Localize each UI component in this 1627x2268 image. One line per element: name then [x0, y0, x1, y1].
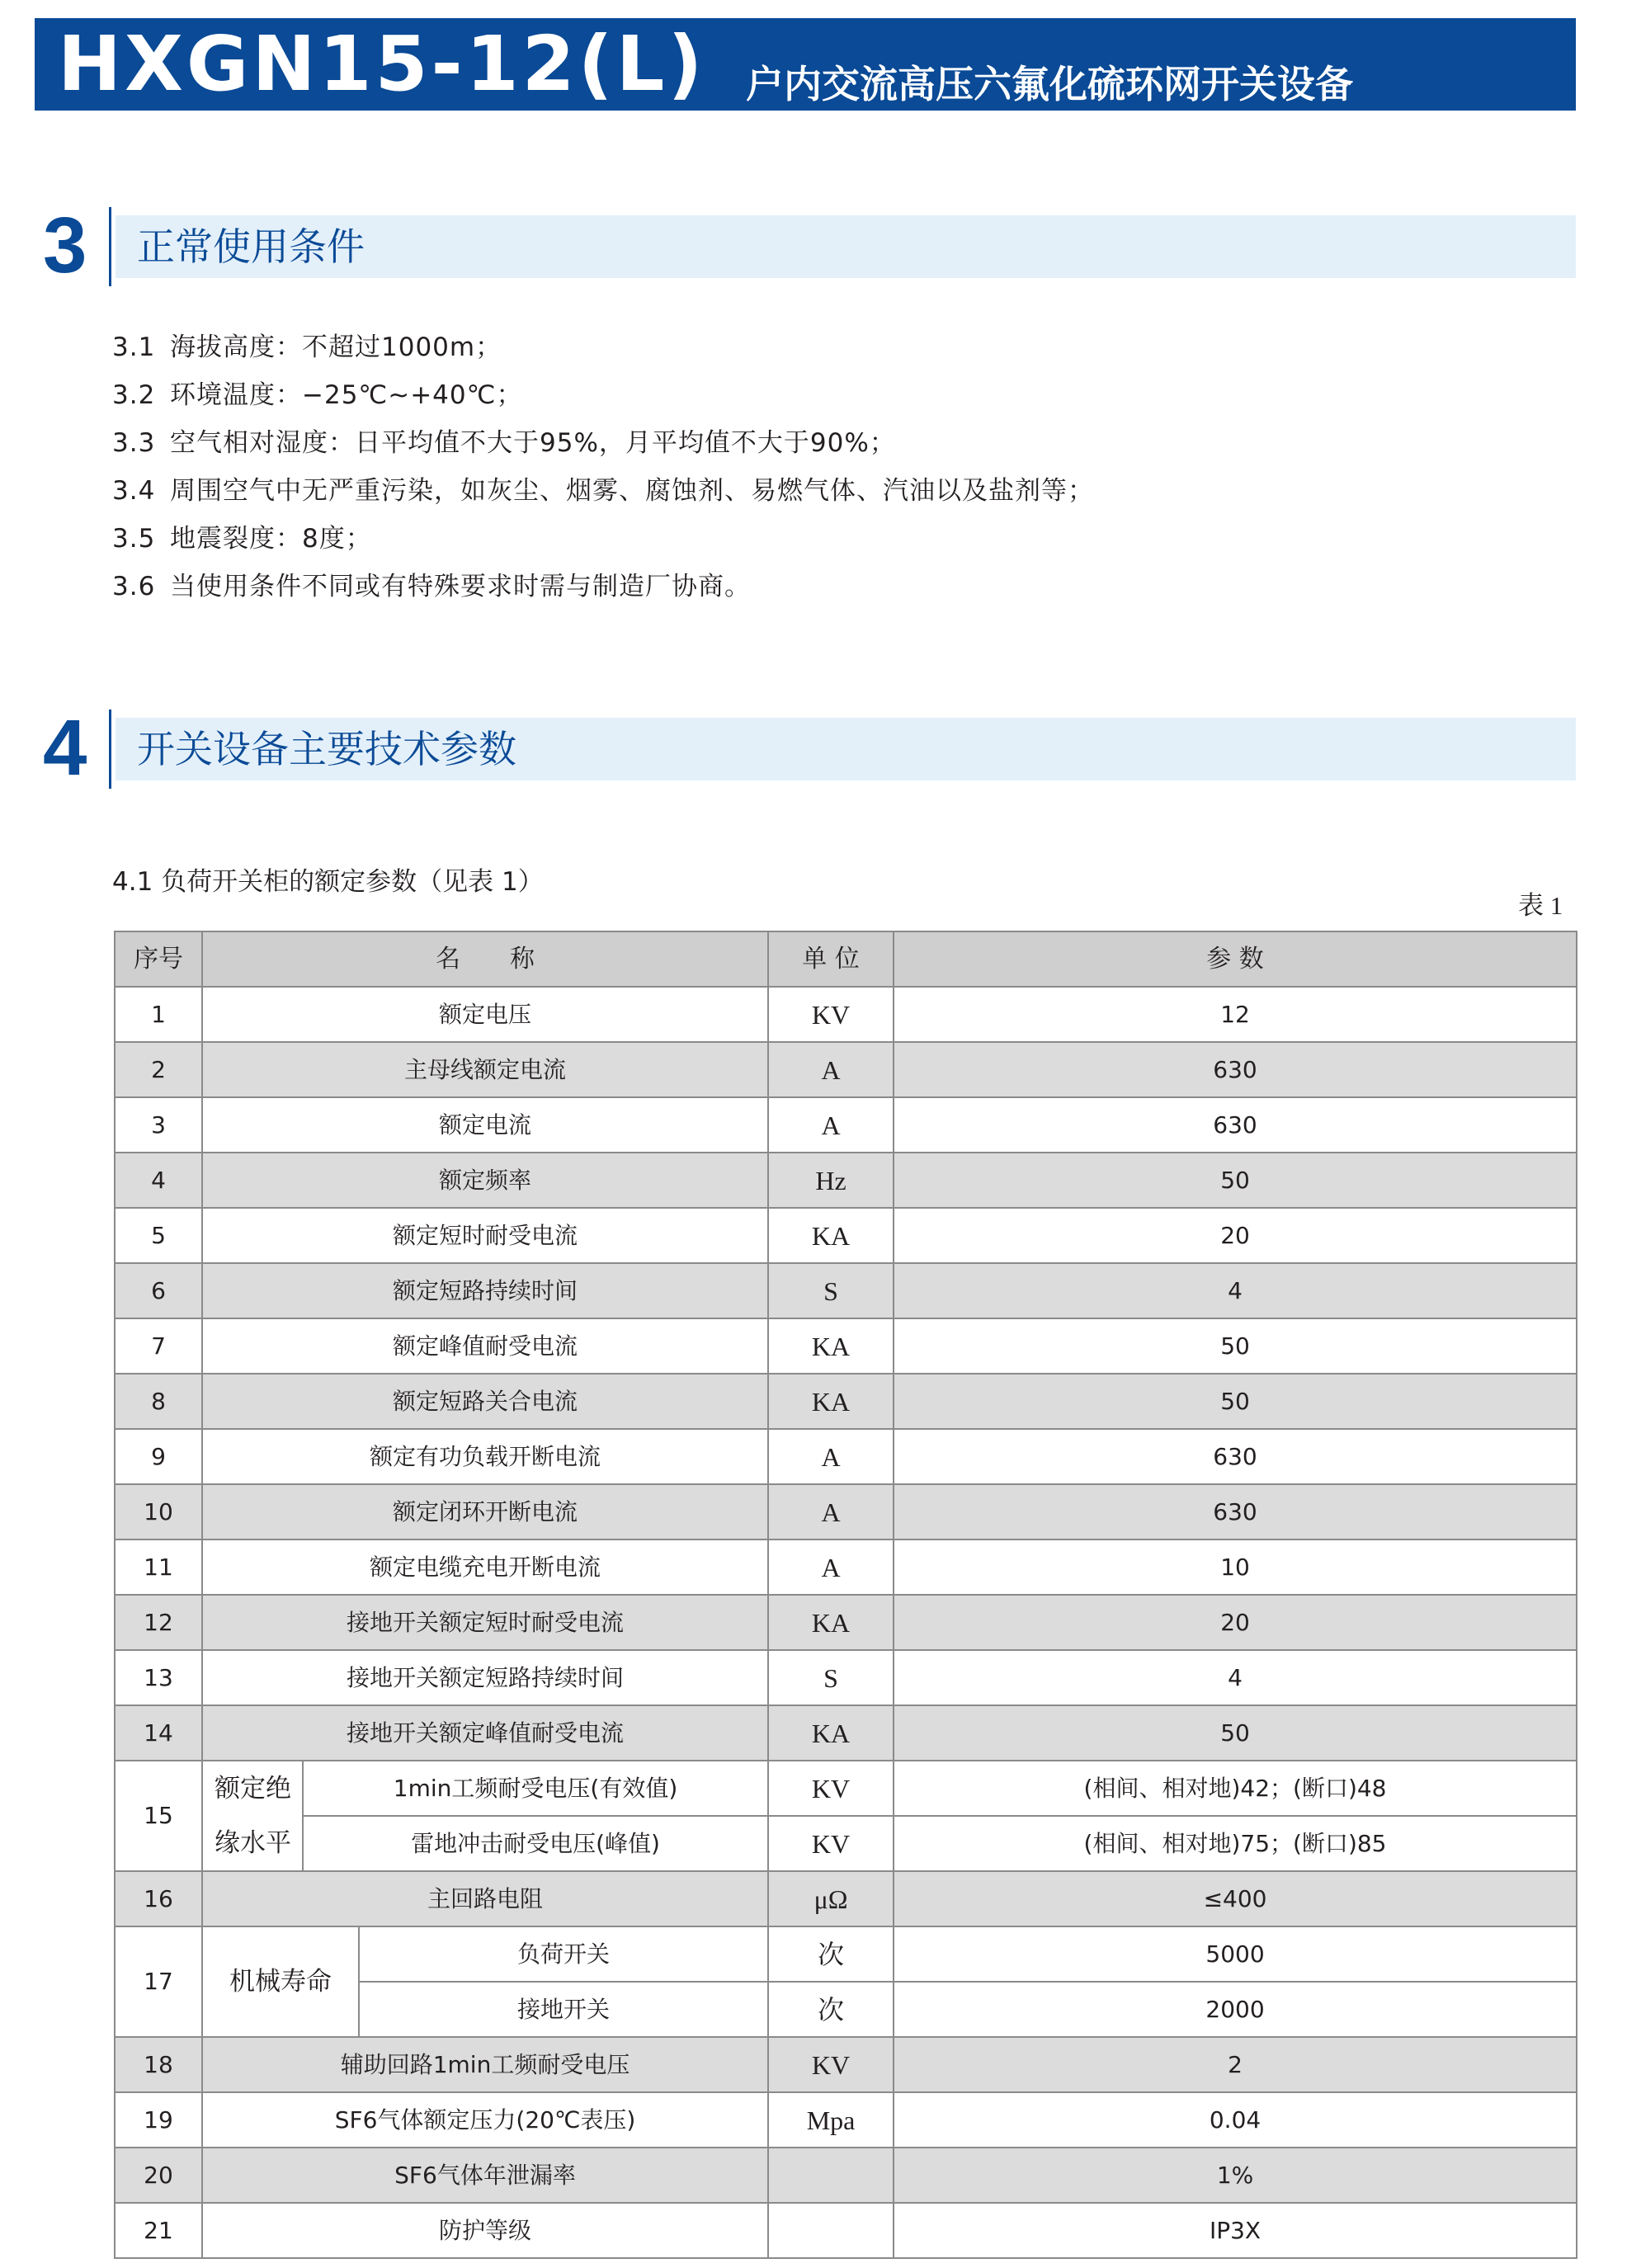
row-seq: 14: [115, 1705, 202, 1761]
item-text: 环境温度：−25℃~+40℃；: [170, 380, 523, 410]
item-number: 3.5: [112, 524, 156, 554]
product-description: 户内交流高压六氟化硫环网开关设备: [746, 62, 1353, 106]
row-seq: 19: [115, 2092, 202, 2148]
row-value: 4: [894, 1650, 1577, 1705]
list-item: [112, 472, 1094, 520]
table-row: [115, 1429, 1577, 1484]
section-number: 3: [43, 201, 87, 290]
row-name: 额定闭环开断电流: [202, 1484, 768, 1540]
row-seq: 4: [115, 1153, 202, 1208]
row-value: 630: [894, 1484, 1577, 1540]
row-name: 额定峰值耐受电流: [202, 1318, 768, 1374]
row-unit: A: [768, 1429, 894, 1484]
section-title: 开关设备主要技术参数: [137, 727, 516, 771]
row-seq: 6: [115, 1263, 202, 1318]
conditions-list: [112, 328, 1094, 615]
table-header-row: [115, 931, 1577, 987]
item-number: 3.6: [112, 572, 156, 601]
table-body-tail: [115, 2037, 1577, 2258]
row-value: 20: [894, 1595, 1577, 1650]
header-bar: [35, 18, 1576, 111]
row-name: 额定电压: [202, 987, 768, 1042]
row-unit: KV: [768, 1816, 894, 1871]
row-seq: 3: [115, 1097, 202, 1153]
row-unit: KA: [768, 1318, 894, 1374]
table-row: [115, 1871, 1577, 1926]
row-name: SF6气体额定压力(20℃表压): [202, 2092, 768, 2148]
item-number: 3.3: [112, 428, 156, 458]
row-name: 雷地冲击耐受电压(峰值): [303, 1816, 768, 1871]
table-body: [115, 987, 1577, 1761]
table-row: [115, 2092, 1577, 2148]
row-seq: 10: [115, 1484, 202, 1540]
row-value: IP3X: [894, 2203, 1577, 2258]
row-name: 额定短时耐受电流: [202, 1208, 768, 1263]
row-name: 负荷开关: [359, 1926, 768, 1982]
row-unit: Mpa: [768, 2092, 894, 2148]
row-unit: A: [768, 1097, 894, 1153]
row-unit: S: [768, 1263, 894, 1318]
item-text: 地震裂度：8度；: [170, 524, 372, 554]
item-number: 3.4: [112, 476, 156, 506]
row-value: 20: [894, 1208, 1577, 1263]
row-unit: KV: [768, 1761, 894, 1816]
row-unit: [768, 2203, 894, 2258]
row-name: 接地开关额定峰值耐受电流: [202, 1705, 768, 1761]
row-seq: 12: [115, 1595, 202, 1650]
header-value: 参 数: [894, 931, 1577, 987]
row-seq: 13: [115, 1650, 202, 1705]
row-unit: μΩ: [768, 1871, 894, 1926]
list-item: [112, 376, 1094, 424]
row-value: 50: [894, 1374, 1577, 1429]
row-seq: 2: [115, 1042, 202, 1097]
row-value: 50: [894, 1153, 1577, 1208]
section-number: 4: [43, 704, 87, 792]
row-seq: 5: [115, 1208, 202, 1263]
row-seq: 11: [115, 1540, 202, 1595]
item-text: 当使用条件不同或有特殊要求时需与制造厂协商。: [170, 572, 751, 601]
row-value: 2000: [894, 1982, 1577, 2037]
row-name: 额定电流: [202, 1097, 768, 1153]
row-unit: 次: [768, 1926, 894, 1982]
row-unit: A: [768, 1484, 894, 1540]
row-unit: KA: [768, 1208, 894, 1263]
row-unit: 次: [768, 1982, 894, 2037]
table-row: [115, 1926, 1577, 1982]
row-name: 辅助回路1min工频耐受电压: [202, 2037, 768, 2092]
list-item: [112, 328, 1094, 376]
row-value: 50: [894, 1318, 1577, 1374]
row-unit: KA: [768, 1705, 894, 1761]
row-name: 1min工频耐受电压(有效值): [303, 1761, 768, 1816]
table-row: [115, 1263, 1577, 1318]
item-text: 周围空气中无严重污染，如灰尘、烟雾、腐蚀剂、易燃气体、汽油以及盐剂等；: [170, 476, 1094, 506]
table-row: [115, 1650, 1577, 1705]
parameters-table: [114, 931, 1577, 2259]
row-name: 接地开关: [359, 1982, 768, 2037]
table-row: [115, 2203, 1577, 2258]
table-row: [115, 987, 1577, 1042]
table-row: [115, 1595, 1577, 1650]
row-seq: 15: [115, 1761, 202, 1871]
list-item: [112, 520, 1094, 568]
row-name: 防护等级: [202, 2203, 768, 2258]
product-model: HXGN15-12(L): [58, 20, 706, 108]
row-value: 0.04: [894, 2092, 1577, 2148]
table-row: [115, 2037, 1577, 2092]
row-group: 机械寿命: [202, 1926, 359, 2037]
table-row: [115, 1153, 1577, 1208]
row-name: 额定有功负载开断电流: [202, 1429, 768, 1484]
table-row: [115, 1374, 1577, 1429]
table-row: [115, 1761, 1577, 1816]
row-unit: KA: [768, 1374, 894, 1429]
row-name: 主回路电阻: [202, 1871, 768, 1926]
row-name: 额定短路关合电流: [202, 1374, 768, 1429]
row-unit: S: [768, 1650, 894, 1705]
row-value: (相间、相对地)75；(断口)85: [894, 1816, 1577, 1871]
table-row: [115, 1208, 1577, 1263]
row-value: 1%: [894, 2148, 1577, 2203]
table-row: [115, 1097, 1577, 1153]
row-seq: 16: [115, 1871, 202, 1926]
row-seq: 17: [115, 1926, 202, 2037]
row-value: 50: [894, 1705, 1577, 1761]
row-value: 2: [894, 2037, 1577, 2092]
item-text: 海拔高度：不超过1000m；: [170, 332, 502, 362]
row-seq: 18: [115, 2037, 202, 2092]
row-unit: KV: [768, 2037, 894, 2092]
row-seq: 9: [115, 1429, 202, 1484]
row-unit: [768, 2148, 894, 2203]
row-unit: A: [768, 1042, 894, 1097]
row-name: 主母线额定电流: [202, 1042, 768, 1097]
row-name: 额定短路持续时间: [202, 1263, 768, 1318]
row-value: 4: [894, 1263, 1577, 1318]
item-number: 3.2: [112, 380, 156, 410]
table-row: [115, 1705, 1577, 1761]
row-value: 630: [894, 1097, 1577, 1153]
table-row: [115, 2148, 1577, 2203]
table-row: [115, 1484, 1577, 1540]
list-item: [112, 568, 1094, 615]
row-unit: A: [768, 1540, 894, 1595]
table-row: [115, 1540, 1577, 1595]
row-name: 额定电缆充电开断电流: [202, 1540, 768, 1595]
section-divider: [109, 207, 111, 286]
row-value: 630: [894, 1042, 1577, 1097]
row-value: ≤400: [894, 1871, 1577, 1926]
row-unit: KA: [768, 1595, 894, 1650]
list-item: [112, 424, 1094, 472]
table-row: [115, 1318, 1577, 1374]
table-row: [115, 1816, 1577, 1871]
row-seq: 8: [115, 1374, 202, 1429]
header-unit: 单 位: [768, 931, 894, 987]
header-name: 名 称: [202, 931, 768, 987]
row-seq: 7: [115, 1318, 202, 1374]
table-caption: 表 1: [1518, 891, 1563, 920]
row-value: 630: [894, 1429, 1577, 1484]
row-value: 12: [894, 987, 1577, 1042]
section-divider: [109, 710, 111, 789]
row-name: 接地开关额定短路持续时间: [202, 1650, 768, 1705]
table-intro: 4.1 负荷开关柜的额定参数（见表 1）: [112, 867, 544, 897]
row-seq: 21: [115, 2203, 202, 2258]
row-name: 额定频率: [202, 1153, 768, 1208]
header-seq: 序号: [115, 931, 202, 987]
item-number: 3.1: [112, 332, 156, 362]
item-text: 空气相对湿度：日平均值不大于95%，月平均值不大于90%；: [170, 428, 896, 458]
row-unit: Hz: [768, 1153, 894, 1208]
row-unit: KV: [768, 987, 894, 1042]
row-value: (相间、相对地)42；(断口)48: [894, 1761, 1577, 1816]
row-group: 额定绝缘水平: [202, 1761, 303, 1871]
row-value: 10: [894, 1540, 1577, 1595]
row-seq: 20: [115, 2148, 202, 2203]
row-name: 接地开关额定短时耐受电流: [202, 1595, 768, 1650]
section-title: 正常使用条件: [137, 224, 365, 269]
row-name: SF6气体年泄漏率: [202, 2148, 768, 2203]
row-value: 5000: [894, 1926, 1577, 1982]
table-row: [115, 1042, 1577, 1097]
row-seq: 1: [115, 987, 202, 1042]
